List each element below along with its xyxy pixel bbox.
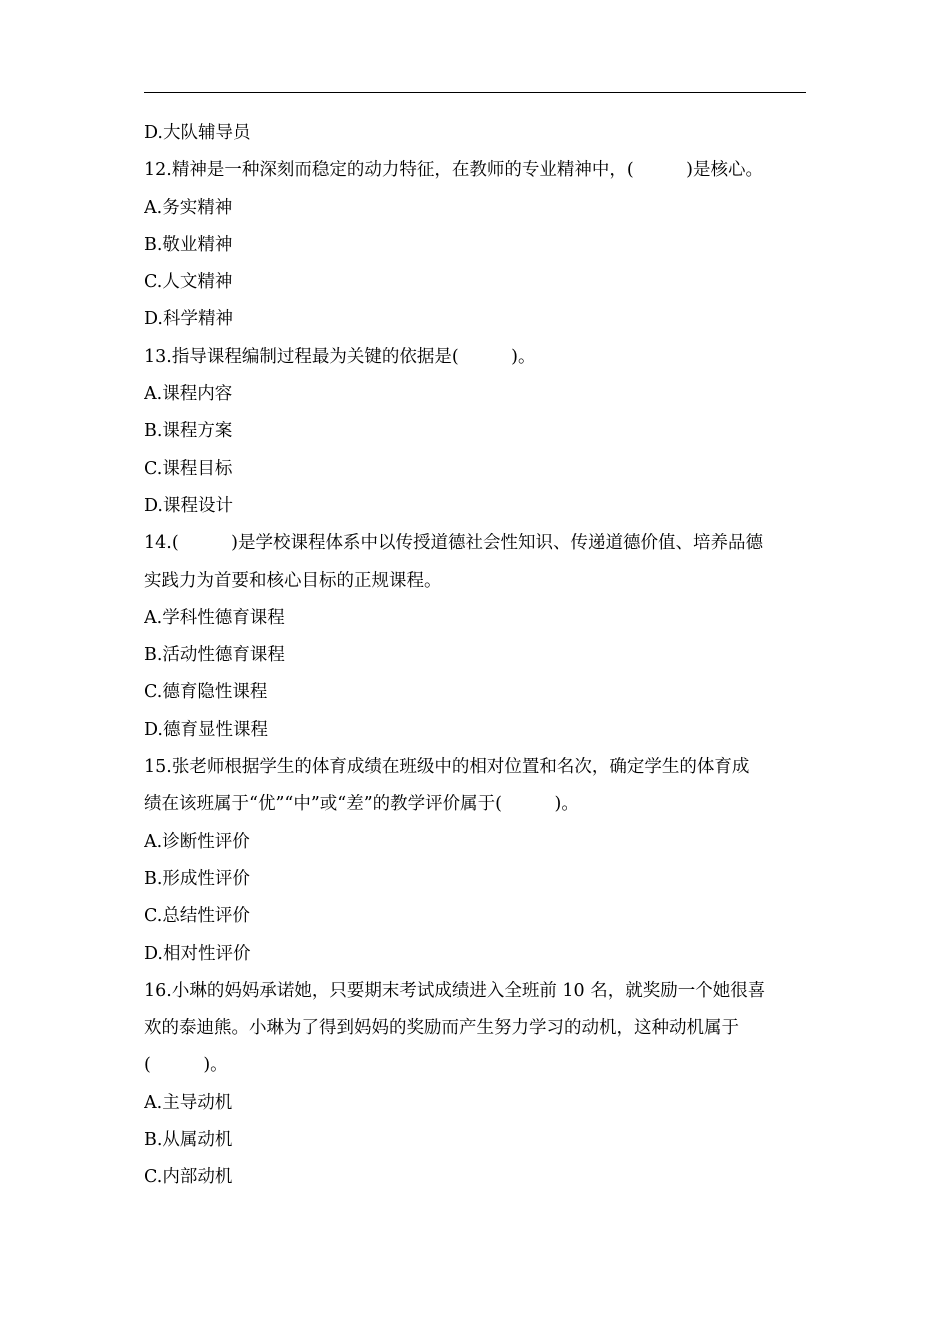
question-12: 12.精神是一种深刻而稳定的动力特征，在教师的专业精神中，( )是核心。 [144,160,763,181]
option-13-c: C.课程目标 [144,458,233,479]
question-13: 13.指导课程编制过程最为关键的依据是( )。 [144,346,536,367]
option-15-d: D.相对性评价 [144,943,251,964]
option-16-c: C.内部动机 [144,1167,233,1188]
question-16-line-2: 欢的泰迪熊。小琳为了得到妈妈的奖励而产生努力学习的动机，这种动机属于 [144,1018,739,1039]
option-14-a: A.学科性德育课程 [144,607,285,628]
question-14-line-1: 14.( )是学校课程体系中以传授道德社会性知识、传递道德价值、培养品德 [144,533,763,554]
option-15-a: A.诊断性评价 [144,831,250,852]
option-13-a: A.课程内容 [144,384,233,405]
question-16-line-3: ( )。 [144,1055,228,1076]
question-15-line-2: 绩在该班属于“优”“中”或“差”的教学评价属于( )。 [144,794,579,815]
option-12-a: A.务实精神 [144,197,233,218]
question-14-line-2: 实践力为首要和核心目标的正规课程。 [144,570,442,591]
option-14-c: C.德育隐性课程 [144,682,268,703]
question-16-line-1: 16.小琳的妈妈承诺她，只要期末考试成绩进入全班前 10 名，就奖励一个她很喜 [144,980,766,1001]
option-14-b: B.活动性德育课程 [144,645,285,666]
option-16-a: A.主导动机 [144,1092,233,1113]
document-body [144,115,810,1197]
option-15-b: B.形成性评价 [144,868,250,889]
question-15-line-1: 15.张老师根据学生的体育成绩在班级中的相对位置和名次，确定学生的体育成 [144,757,750,778]
option-13-d: D.课程设计 [144,495,233,516]
option-16-b: B.从属动机 [144,1130,233,1151]
option-12-d: D.科学精神 [144,309,233,330]
header-rule [144,92,806,93]
option-12-b: B.敬业精神 [144,234,233,255]
option-12-c: C.人文精神 [144,272,233,293]
option-13-b: B.课程方案 [144,421,233,442]
option-11-d: D.大队辅导员 [144,123,251,143]
option-14-d: D.德育显性课程 [144,719,268,740]
option-15-c: C.总结性评价 [144,906,250,927]
